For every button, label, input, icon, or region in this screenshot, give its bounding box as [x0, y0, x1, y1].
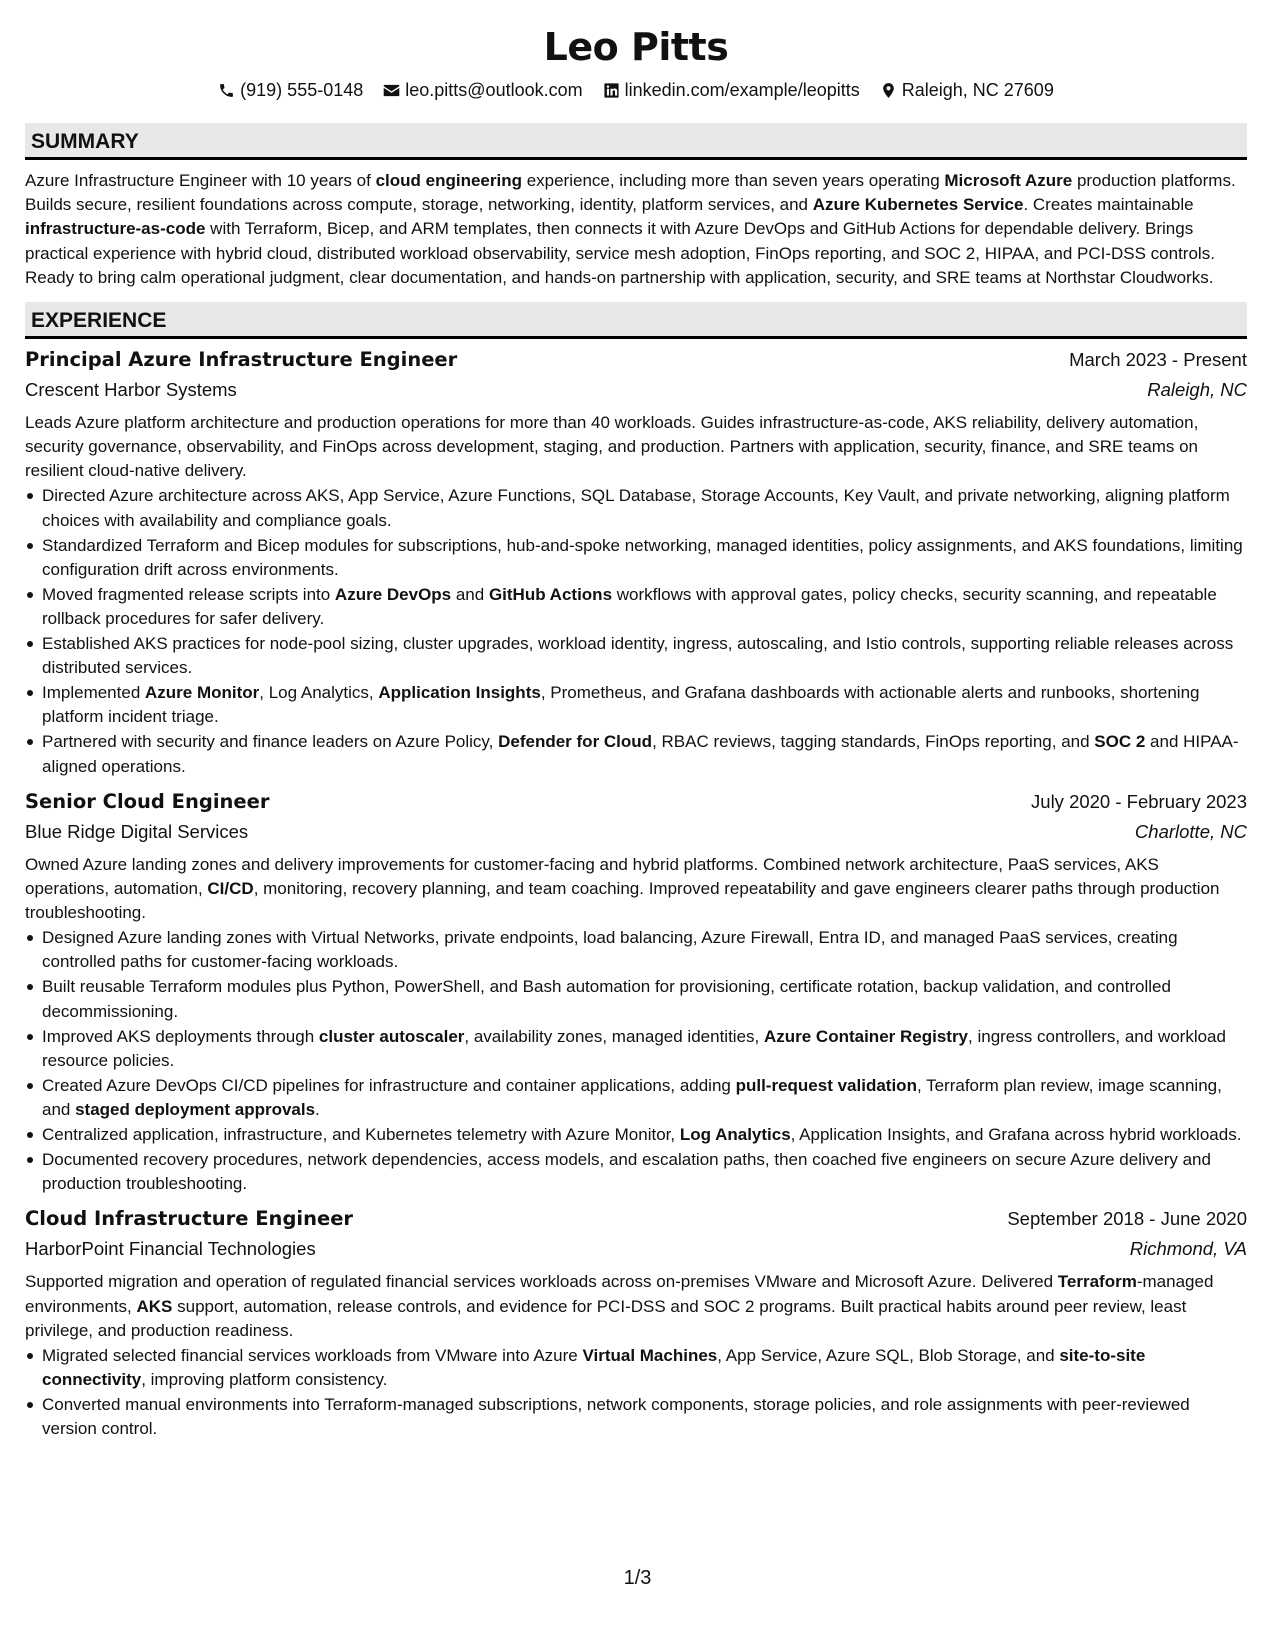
job-bullets	[25, 926, 1247, 1196]
page-number: 1/3	[623, 1567, 652, 1589]
bold-keyword: Azure Kubernetes Service	[812, 195, 1024, 215]
summary-text: Azure Infrastructure Engineer with 10 years of cloud engineering experience, including more than seven years operating Microsoft Azure production platforms. Builds secure, resilient foundations across compute, storage, networking, identity, platform services, and Azure Kubernetes Service. Creates maintainable infrastructure-as-code with Terraform, Bicep, and ARM templates, then connects it with Azure DevOps and GitHub Actions for dependable delivery. Brings practical experience with hybrid cloud, distributed workload observability, service mesh adoption, FinOps reporting, and SOC 2, HIPAA, and PCI-DSS controls. Ready to bring calm operational judgment, clear documentation, and hands-on partnership with application, security, and SRE teams at Northstar Cloudworks.	[25, 171, 1236, 287]
job-location: Raleigh, NC	[1147, 379, 1247, 401]
phone-text: (919) 555-0148	[240, 80, 364, 100]
email-text: leo.pitts@outlook.com	[405, 80, 583, 100]
job-description: Owned Azure landing zones and delivery improvements for customer-facing and hybrid platforms. Combined network architecture, PaaS services, AKS operations, automation, CI/CD, monitoring, recovery planning, and team coaching. Improved repeatability and gave engineers clearer paths through production troubleshooting.	[25, 854, 1220, 923]
bold-keyword: staged deployment approvals	[75, 1100, 316, 1120]
bullet-item: Improved AKS deployments through cluster autoscaler, availability zones, managed identities, Azure Container Registry, ingress controllers, and workload resource policies.	[25, 1025, 1247, 1073]
bold-keyword: CI/CD	[207, 879, 254, 899]
candidate-name: Leo Pitts	[543, 25, 729, 69]
bullet-item: Implemented Azure Monitor, Log Analytics, Application Insights, Prometheus, and Grafana dashboards with actionable alerts and runbooks, shortening platform incident triage.	[25, 681, 1247, 729]
bold-keyword: Defender for Cloud	[498, 732, 653, 752]
job-subheader	[25, 1234, 1247, 1264]
job-dates: March 2023 - Present	[1069, 349, 1247, 371]
bold-keyword: infrastructure-as-code	[25, 219, 206, 239]
bold-keyword: Azure Monitor	[145, 683, 260, 703]
job-subheader	[25, 817, 1247, 847]
map-marker-icon	[880, 82, 897, 99]
job-header	[25, 787, 1247, 817]
contact-linkedin	[603, 78, 860, 102]
experience-heading: EXPERIENCE	[25, 302, 1247, 339]
bold-keyword: Microsoft Azure	[944, 171, 1073, 190]
bold-keyword: Terraform	[1057, 1272, 1137, 1292]
job-title: Principal Azure Infrastructure Engineer	[25, 348, 458, 372]
company-name: Blue Ridge Digital Services	[25, 820, 249, 842]
bullet-item: Documented recovery procedures, network dependencies, access models, and escalation paths, then coached five engineers on secure Azure delivery and production troubleshooting.	[25, 1148, 1247, 1196]
bold-keyword: Virtual Machines	[582, 1345, 718, 1365]
bullet-item: Established AKS practices for node-pool sizing, cluster upgrades, workload identity, ingress, autoscaling, and Istio controls, supporting reliable releases across distributed services.	[25, 632, 1247, 680]
bullet-item: Created Azure DevOps CI/CD pipelines for infrastructure and container applications, adding pull-request validation, Terraform plan review, image scanning, and staged deployment approvals.	[25, 1074, 1247, 1122]
bullet-item: Moved fragmented release scripts into Azure DevOps and GitHub Actions workflows with approval gates, policy checks, security scanning, and repeatable rollback procedures for safer delivery.	[25, 583, 1247, 631]
job-bullets	[25, 1344, 1247, 1442]
bullet-item: Migrated selected financial services workloads from VMware into Azure Virtual Machines, App Service, Azure SQL, Blob Storage, and site-to-site connectivity, improving platform consistency.	[25, 1344, 1247, 1392]
bullet-item: Built reusable Terraform modules plus Python, PowerShell, and Bash automation for provisioning, certificate rotation, backup validation, and controlled decommissioning.	[25, 975, 1247, 1023]
job-entry	[25, 787, 1247, 1197]
bullet-item: Centralized application, infrastructure, and Kubernetes telemetry with Azure Monitor, Log Analytics, Application Insights, and Grafana across hybrid workloads.	[25, 1123, 1247, 1147]
contact-location	[880, 78, 1054, 102]
bold-keyword: SOC 2	[1094, 732, 1146, 752]
bullet-item: Converted manual environments into Terraform-managed subscriptions, network components, storage policies, and role assignments with peer-reviewed version control.	[25, 1393, 1247, 1441]
contact-bar	[25, 78, 1247, 102]
job-dates: September 2018 - June 2020	[1007, 1208, 1247, 1230]
job-description: Leads Azure platform architecture and production operations for more than 40 workloads. Guides infrastructure-as-code, AKS reliability, delivery automation, security governance, observability, and FinOps across development, staging, and production. Partners with application, security, finance, and SRE teams on resilient cloud-native delivery.	[25, 413, 1199, 481]
bold-keyword: Application Insights	[378, 683, 541, 703]
job-bullets	[25, 484, 1247, 778]
contact-email	[383, 78, 582, 102]
linkedin-icon	[603, 82, 620, 99]
job-header	[25, 345, 1247, 375]
bullet-item: Standardized Terraform and Bicep modules for subscriptions, hub-and-spoke networking, managed identities, policy assignments, and AKS foundations, limiting configuration drift across environments.	[25, 534, 1247, 582]
linkedin-text: linkedin.com/example/leopitts	[624, 80, 860, 100]
job-header	[25, 1204, 1247, 1234]
job-entry	[25, 345, 1247, 779]
location-text: Raleigh, NC 27609	[901, 80, 1054, 100]
contact-phone	[218, 78, 363, 102]
company-name: HarborPoint Financial Technologies	[25, 1238, 316, 1260]
bold-keyword: cluster autoscaler	[318, 1026, 465, 1046]
phone-icon	[218, 82, 235, 99]
job-location: Richmond, VA	[1129, 1238, 1247, 1260]
job-subheader	[25, 375, 1247, 405]
bold-keyword: AKS	[136, 1296, 173, 1316]
bold-keyword: cloud engineering	[375, 171, 522, 190]
bold-keyword: site-to-site connectivity	[42, 1345, 1146, 1390]
envelope-icon	[383, 82, 400, 99]
job-dates: July 2020 - February 2023	[1031, 790, 1247, 812]
job-title: Senior Cloud Engineer	[25, 789, 270, 813]
bullet-item: Directed Azure architecture across AKS, App Service, Azure Functions, SQL Database, Storage Accounts, Key Vault, and private networking, aligning platform choices with availability and compliance goals.	[25, 484, 1247, 532]
bold-keyword: Azure Container Registry	[763, 1026, 969, 1046]
bullet-item: Partnered with security and finance leaders on Azure Policy, Defender for Cloud, RBAC reviews, tagging standards, FinOps reporting, and SOC 2 and HIPAA-aligned operations.	[25, 730, 1247, 778]
resume-page	[25, 22, 1247, 1441]
company-name: Crescent Harbor Systems	[25, 379, 237, 401]
summary-heading: SUMMARY	[25, 123, 1247, 160]
bold-keyword: pull-request validation	[735, 1075, 917, 1095]
bold-keyword: Log Analytics	[679, 1125, 791, 1145]
job-description: Supported migration and operation of regulated financial services workloads across on-premises VMware and Microsoft Azure. Delivered Terraform-managed environments, AKS support, automation, release controls, and evidence for PCI-DSS and SOC 2 programs. Built practical habits around peer review, least privilege, and production readiness.	[25, 1272, 1214, 1340]
bold-keyword: Azure DevOps	[334, 584, 452, 604]
bold-keyword: GitHub Actions	[488, 584, 613, 604]
bullet-item: Designed Azure landing zones with Virtual Networks, private endpoints, load balancing, Azure Firewall, Entra ID, and managed PaaS services, creating controlled paths for customer-facing workloads.	[25, 926, 1247, 974]
job-entry	[25, 1204, 1247, 1441]
job-location: Charlotte, NC	[1134, 820, 1247, 842]
job-title: Cloud Infrastructure Engineer	[25, 1207, 354, 1231]
